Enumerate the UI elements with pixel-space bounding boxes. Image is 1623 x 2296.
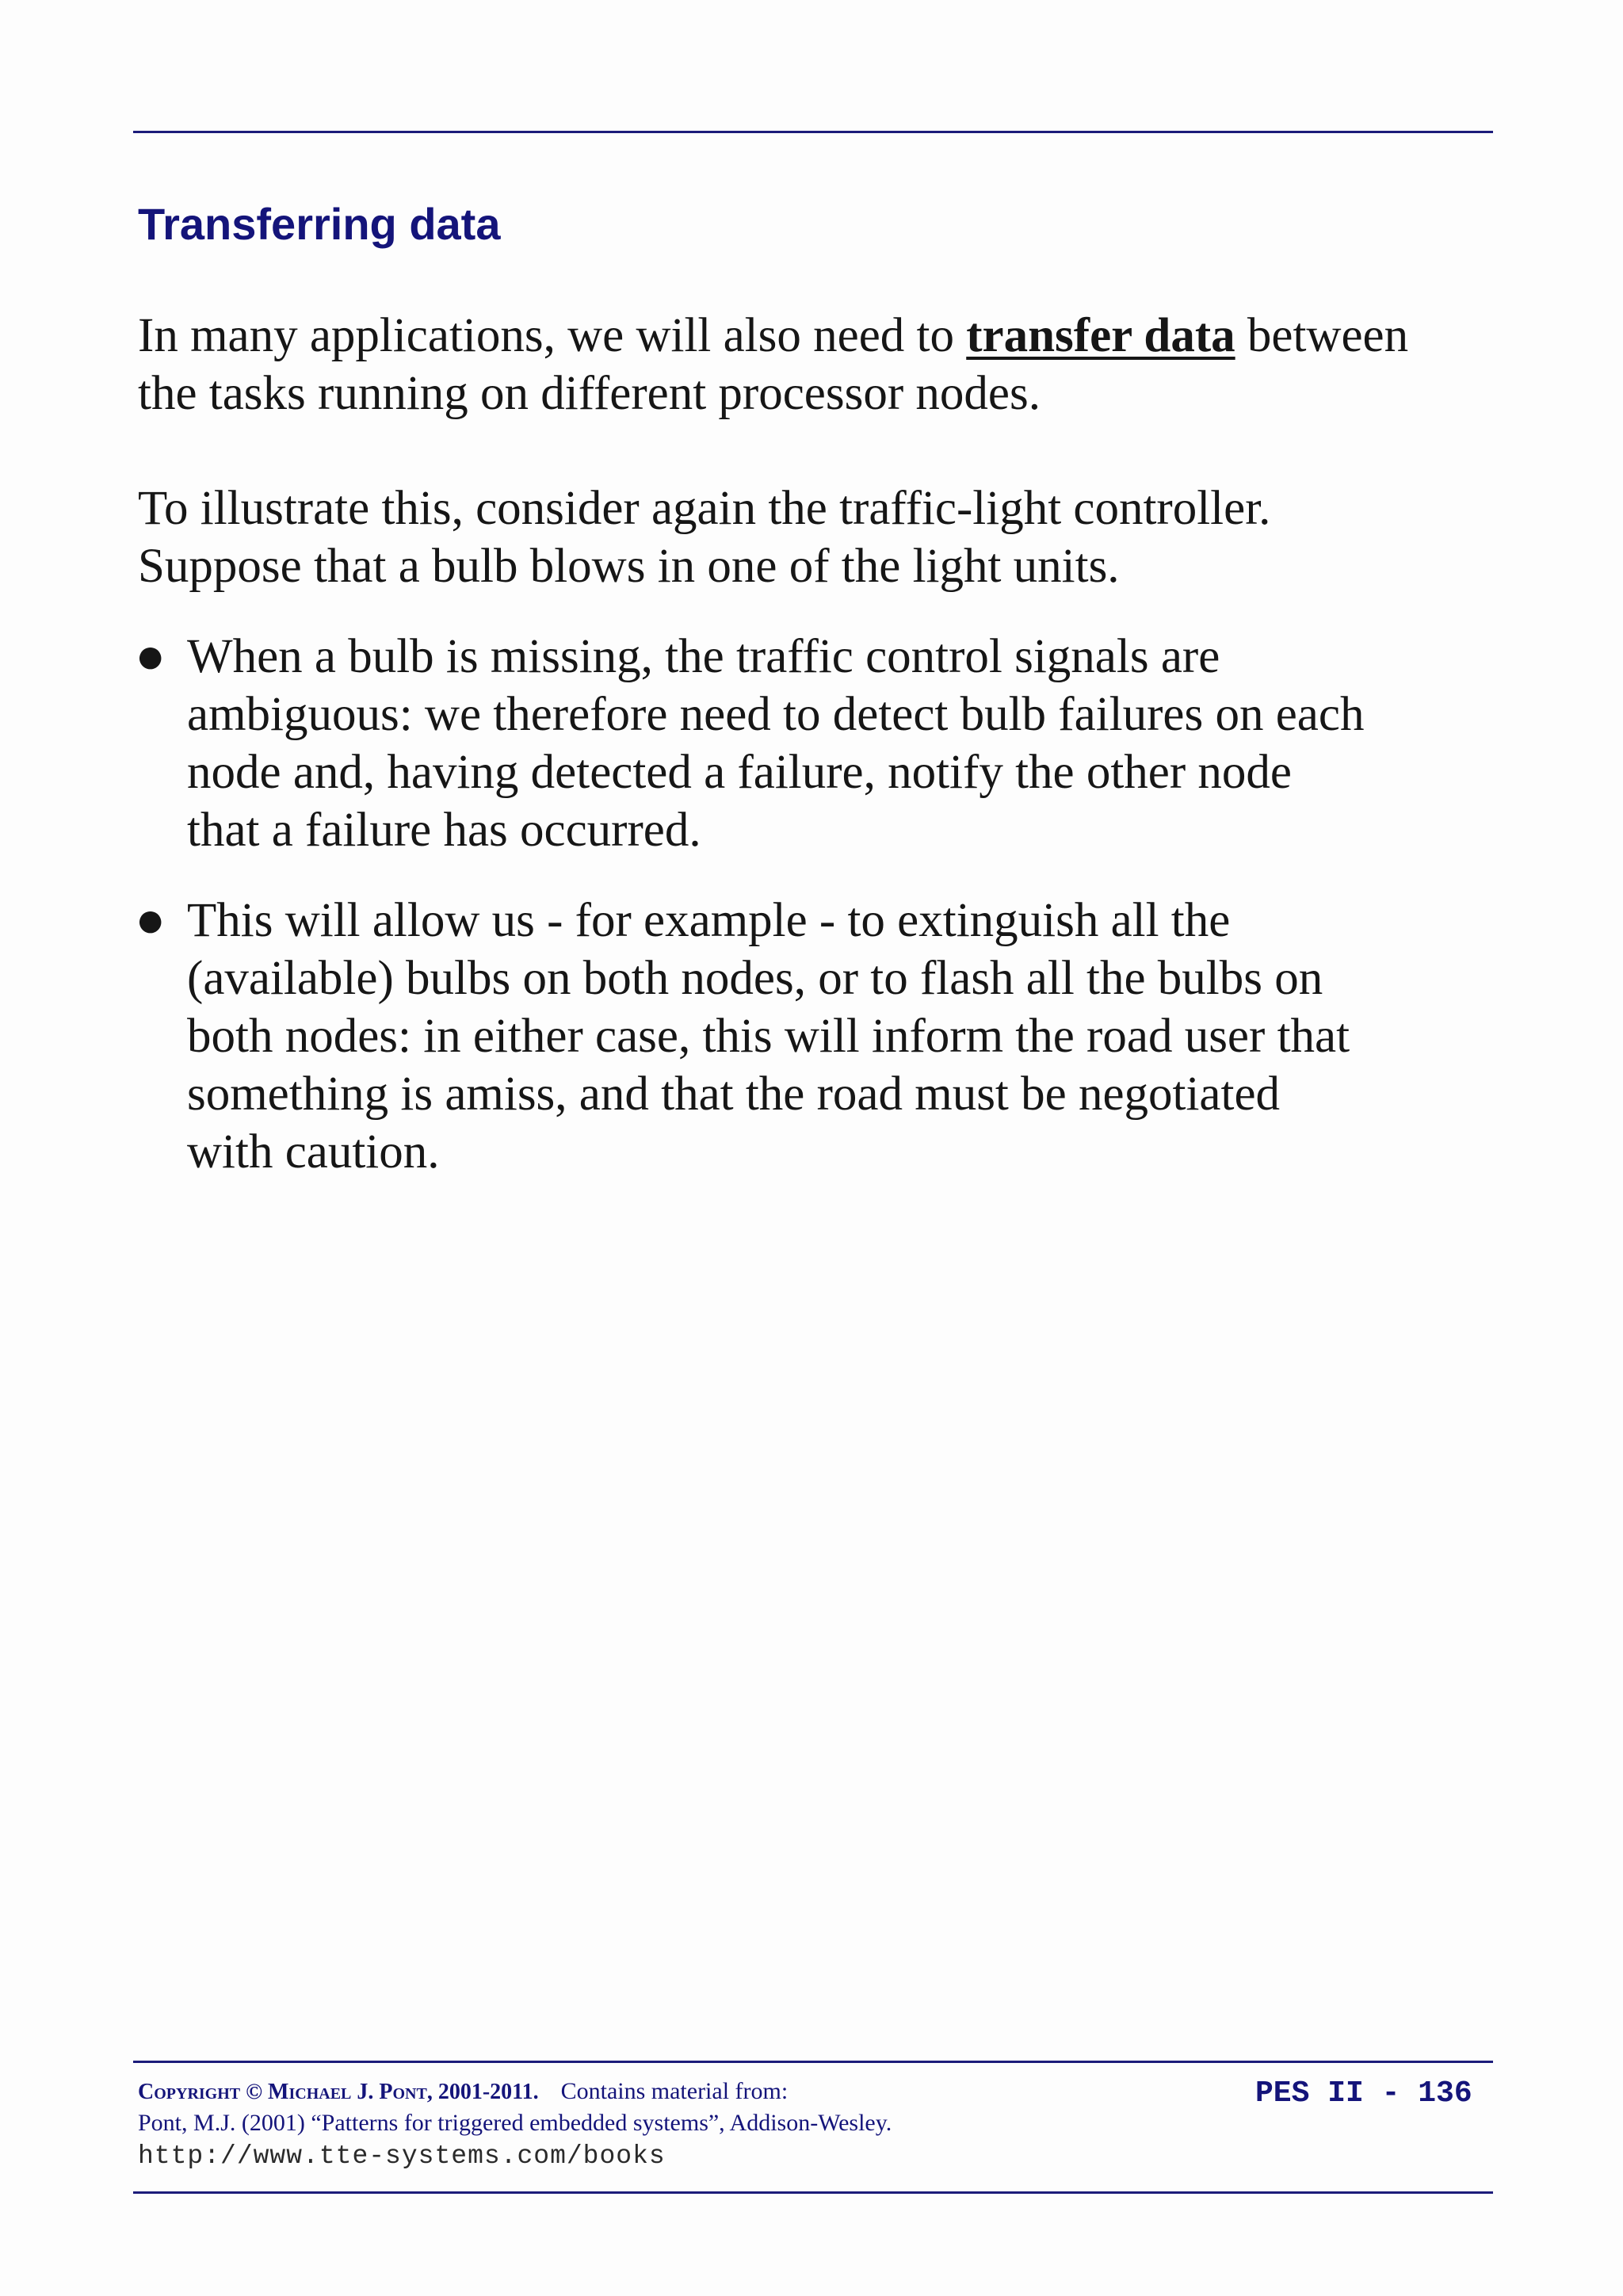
footer-bottom-divider: [133, 2191, 1493, 2194]
citation: Pont, M.J. (2001) “Patterns for triggered embedded systems”, Addison-Wesley.: [138, 2110, 892, 2136]
copyright-notice: Copyright © Michael J. Pont, 2001-2011.: [138, 2080, 539, 2104]
emphasis-transfer-data: transfer data: [966, 309, 1235, 362]
bullet-dot-icon: ●: [138, 904, 163, 937]
bullet-line: something is amiss, and that the road must be negotiated: [187, 1068, 1281, 1121]
illustration-line-1: To illustrate this, consider again the traffic-light controller.: [138, 482, 1271, 535]
contains-material-label: Contains material from:: [560, 2078, 789, 2104]
illustration-line-2: Suppose that a bulb blows in one of the light units.: [138, 540, 1120, 593]
website-url[interactable]: http://www.tte-systems.com/books: [138, 2141, 666, 2171]
bullet-line: ambiguous: we therefore need to detect bulb failures on each: [187, 688, 1365, 741]
bullet-line: This will allow us - for example - to extinguish all the: [187, 894, 1231, 947]
bullet-item: [138, 628, 1364, 859]
intro-line-2: the tasks running on different processor nodes.: [138, 367, 1041, 420]
intro-paragraph: [138, 307, 1408, 422]
bullet-dot-icon: ●: [138, 640, 163, 673]
intro-trail: between: [1247, 309, 1409, 362]
bullet-line: (available) bulbs on both nodes, or to flash all the bulbs on: [187, 952, 1323, 1005]
bullet-line: with caution.: [187, 1125, 440, 1179]
bullet-line: node and, having detected a failure, notify the other node: [187, 746, 1293, 799]
top-divider: [133, 131, 1493, 133]
bullet-line: both nodes: in either case, this will inform the road user that: [187, 1010, 1350, 1063]
illustration-paragraph: [138, 479, 1270, 595]
page-number: PES II - 136: [1255, 2076, 1472, 2111]
bullet-text: [187, 892, 1350, 1181]
bullet-line: When a bulb is missing, the traffic control signals are: [187, 630, 1220, 683]
bullet-line: that a failure has occurred.: [187, 804, 701, 857]
footer-top-divider: [133, 2061, 1493, 2063]
footer-credits: [138, 2078, 892, 2173]
bullet-text: [187, 628, 1364, 859]
bullet-item: [138, 892, 1350, 1181]
intro-lead: In many applications, we will also need to: [138, 309, 954, 362]
page-title: Transferring data: [138, 199, 501, 249]
footer-copyright-line: [138, 2078, 892, 2110]
